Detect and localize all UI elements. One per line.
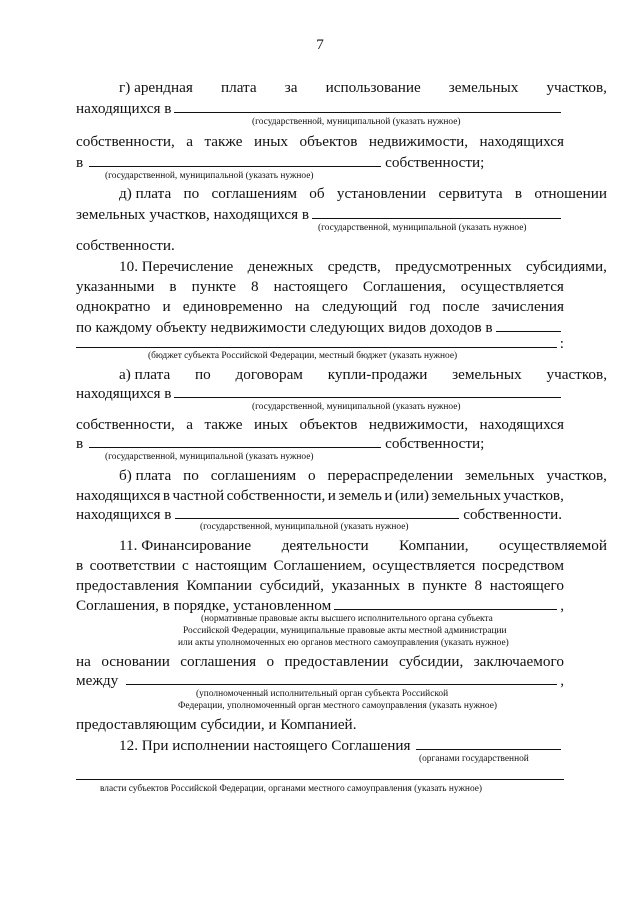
word: осуществляется [372, 557, 476, 574]
word: субсидии, [398, 653, 464, 670]
caption: (государственной, муниципальной (указать нужное) [252, 117, 461, 127]
word: указанными [76, 278, 155, 295]
word: осуществляется [460, 278, 564, 295]
word: настоящего [273, 278, 348, 295]
word: иных [253, 416, 288, 433]
word: пункте [191, 278, 236, 295]
word: в [76, 557, 84, 574]
word: и [162, 298, 171, 315]
text: в [76, 154, 84, 171]
fill-blank [89, 433, 381, 448]
text: Соглашения, в порядке, установленном [76, 597, 332, 614]
line-09 [76, 277, 564, 297]
word: Соглашения, [362, 278, 446, 295]
word: 8 [474, 577, 483, 594]
word: и [384, 487, 393, 504]
word: за [284, 79, 298, 96]
fill-blank [126, 670, 557, 685]
line-03 [76, 132, 564, 152]
word: участков, [546, 366, 607, 383]
word: земель [338, 487, 382, 504]
word: по [183, 185, 200, 202]
caption: Федерации, уполномоченный орган местного самоуправления (указать нужное) [178, 701, 498, 711]
caption: (государственной, муниципальной (указать нужное) [252, 402, 461, 412]
word: в [514, 185, 523, 202]
line-18 [76, 486, 564, 506]
word: договорам [235, 366, 303, 383]
word: субсидиями, [526, 258, 607, 275]
word: с [181, 557, 189, 574]
fill-blank [496, 317, 561, 332]
caption: (уполномоченный исполнительный орган субъекта Российской [196, 689, 449, 699]
line-26: предоставляющим субсидии, и Компанией. [76, 716, 357, 733]
caption: (государственной, муниципальной (указать нужное) [105, 452, 314, 462]
word: иных [253, 133, 288, 150]
line-24 [76, 652, 564, 672]
line-08 [76, 257, 607, 277]
word: после [442, 298, 480, 315]
line-22 [76, 576, 564, 596]
word: в [162, 487, 171, 504]
word: 10. Перечисление [119, 258, 234, 275]
word: посредством [481, 557, 564, 574]
word: находящихся [479, 133, 564, 150]
text: находящихся в [76, 385, 172, 402]
word: купли-продажи [327, 366, 428, 383]
fill-blank [174, 98, 561, 113]
word: на [294, 298, 310, 315]
word: установлении [336, 185, 427, 202]
word: 11. Финансирование [119, 537, 252, 554]
word: об [309, 185, 325, 202]
word: объектов [299, 133, 358, 150]
word: по [183, 467, 199, 484]
word: д) плата [119, 185, 172, 202]
word: (или) [395, 487, 429, 504]
word: участков, [546, 79, 607, 96]
fill-blank [89, 152, 381, 167]
word: заключаемого [473, 653, 564, 670]
line-20 [76, 536, 607, 556]
caption: (государственной, муниципальной (указать нужное) [200, 522, 409, 532]
word: единовременно [182, 298, 283, 315]
fill-blank [175, 504, 459, 519]
caption: (государственной, муниципальной (указать нужное) [105, 171, 314, 181]
text: , [560, 672, 564, 689]
line-13 [76, 365, 607, 385]
word: осуществляемой [499, 537, 607, 554]
fill-blank [312, 204, 561, 219]
word: находящихся [479, 416, 564, 433]
text: между [76, 672, 119, 689]
word: а) плата [119, 366, 171, 383]
word: соглашениям [211, 185, 297, 202]
word: и [327, 487, 336, 504]
word: настоящего [489, 577, 564, 594]
word: перераспределении [327, 467, 454, 484]
word: основании [101, 653, 170, 670]
word: а [186, 416, 194, 433]
text: собственности. [463, 506, 562, 523]
text: , [560, 597, 564, 614]
word: предоставления [76, 577, 179, 594]
text: собственности; [385, 435, 485, 452]
line-01 [76, 78, 607, 98]
word: Соглашением, [273, 557, 366, 574]
text: земельных участков, находящихся в [76, 206, 310, 223]
word: по [195, 366, 211, 383]
text: находящихся в [76, 506, 172, 523]
word: сервитута [438, 185, 503, 202]
word: также [204, 416, 243, 433]
fill-blank [334, 595, 557, 610]
word: находящихся [76, 487, 161, 504]
word: субсидий, [259, 577, 324, 594]
word: средств, [327, 258, 381, 275]
word: в [407, 577, 415, 594]
caption: (органами государственной [419, 754, 529, 764]
fill-blank [416, 735, 561, 750]
word: частной [172, 487, 225, 504]
word: собственности, [226, 487, 326, 504]
word: на [76, 653, 91, 670]
word: деятельности [281, 537, 369, 554]
line-05 [76, 184, 607, 204]
page-number: 7 [316, 36, 324, 53]
caption: или акты уполномоченных ею органов местного самоуправления (указать нужное) [178, 638, 509, 648]
line-15 [76, 415, 564, 435]
word: год [409, 298, 431, 315]
word: указанных [331, 577, 400, 594]
word: соглашения [180, 653, 257, 670]
word: земельных [431, 487, 501, 504]
caption: Российской Федерации, муниципальные правовые акты местной администрации [183, 626, 507, 636]
line-17 [76, 466, 607, 486]
line-07: собственности. [76, 237, 175, 254]
text: по каждому объекту недвижимости следующих видов доходов в [76, 319, 493, 336]
word: 8 [251, 278, 259, 295]
word: Компании [186, 577, 253, 594]
word: плата [220, 79, 257, 96]
text: : [559, 335, 564, 352]
word: также [204, 133, 243, 150]
fill-blank-line [76, 779, 564, 780]
text: в [76, 435, 84, 452]
word: о [266, 653, 275, 670]
word: объектов [299, 416, 358, 433]
text: находящихся в [76, 100, 172, 117]
word: собственности, [76, 133, 175, 150]
word: соглашениям [210, 467, 297, 484]
word: в [169, 278, 177, 295]
word: пункте [422, 577, 467, 594]
text: собственности; [385, 154, 485, 171]
word: Компании, [399, 537, 469, 554]
line-21 [76, 556, 564, 576]
word: предоставлении [284, 653, 389, 670]
word: однократно [76, 298, 151, 315]
word: г) арендная [119, 79, 193, 96]
caption: власти субъектов Российской Федерации, органами местного самоуправления (указать нужное) [100, 784, 483, 794]
fill-blank [174, 383, 561, 398]
word: б) плата [119, 467, 172, 484]
word: соответствии [89, 557, 176, 574]
caption: (государственной, муниципальной (указать нужное) [318, 223, 527, 233]
word: участков, [546, 467, 607, 484]
caption: (бюджет субъекта Российской Федерации, местный бюджет (указать нужное) [148, 351, 458, 361]
word: земельных [465, 467, 535, 484]
word: отношении [534, 185, 607, 202]
word: а [186, 133, 194, 150]
fill-blank [76, 333, 557, 348]
word: зачисления [491, 298, 564, 315]
word: собственности, [76, 416, 175, 433]
word: денежных [247, 258, 314, 275]
caption: (нормативные правовые акты высшего исполнительного органа субъекта [201, 614, 493, 624]
word: земельных [452, 366, 522, 383]
word: недвижимости, [368, 416, 469, 433]
word: земельных [448, 79, 519, 96]
word: предусмотренных [395, 258, 512, 275]
line-10 [76, 297, 564, 317]
word: участков, [503, 487, 564, 504]
word: о [307, 467, 316, 484]
word: следующий [321, 298, 398, 315]
text: 12. При исполнении настоящего Соглашения [119, 737, 411, 754]
word: использование [325, 79, 421, 96]
word: настоящим [195, 557, 267, 574]
word: недвижимости, [368, 133, 469, 150]
